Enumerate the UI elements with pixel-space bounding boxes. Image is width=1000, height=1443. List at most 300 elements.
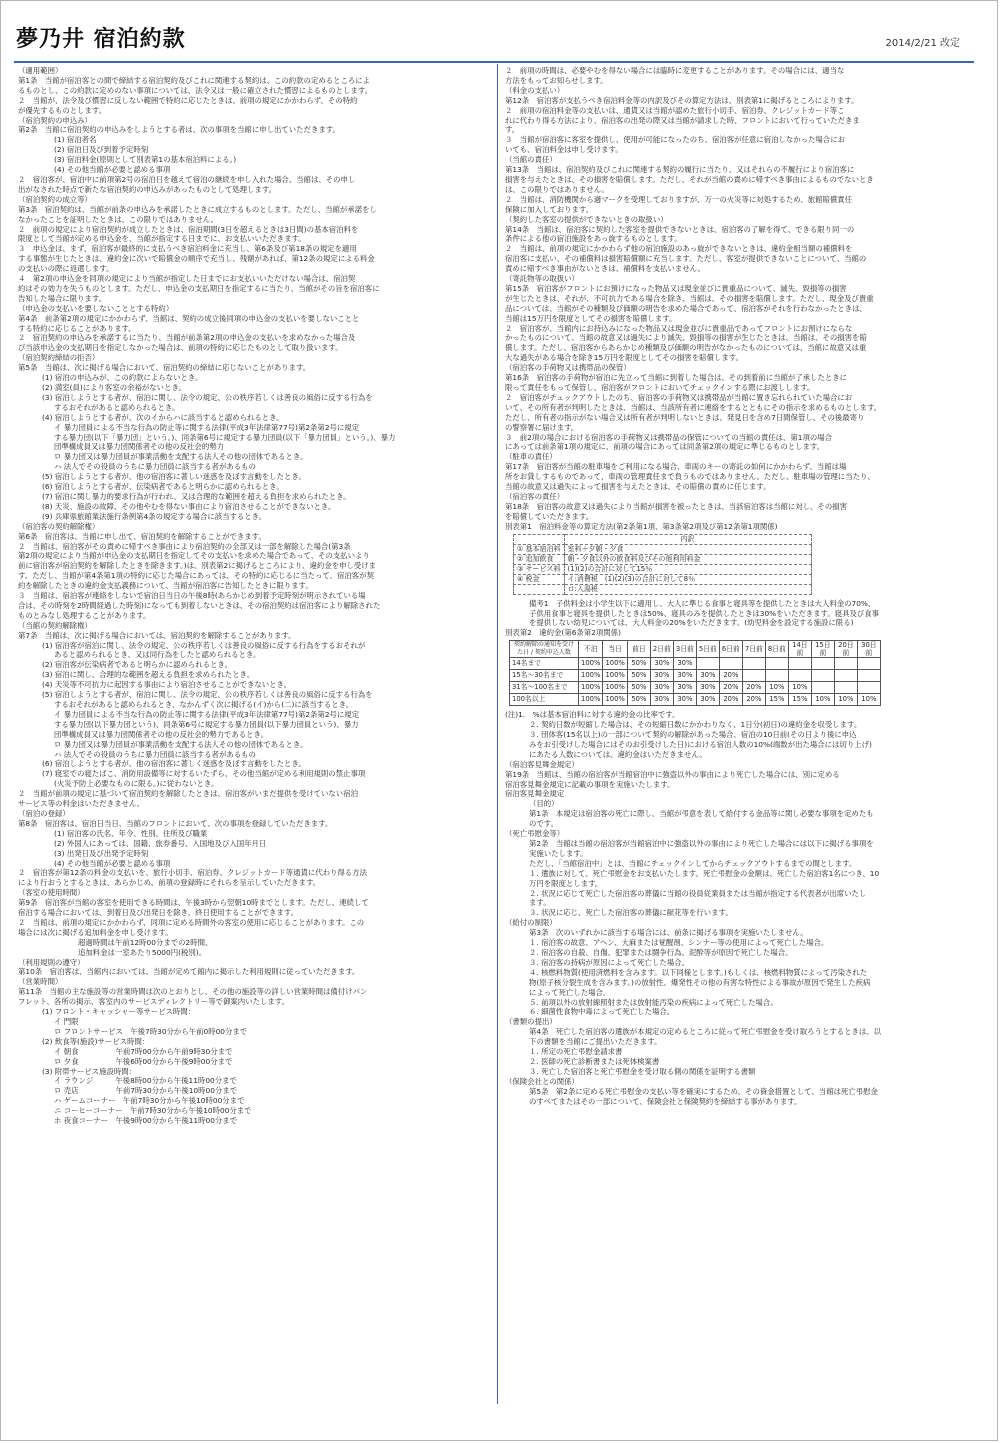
cancellation-table <box>509 640 881 706</box>
penalty-rate-cell: 30% <box>650 670 673 682</box>
paragraph-line: 前に宿泊客が宿泊契約を解除したときを除きます。)は、別表第2に掲げるところにより、違約金を申し受けま <box>18 561 377 571</box>
penalty-rate-cell: 50% <box>627 658 650 670</box>
paragraph-line: (1) 宿泊客の氏名、年令、性別、住所及び職業 <box>54 828 208 838</box>
paragraph-line: 場合には次に掲げる追加料金を申し受けます。 <box>18 927 173 937</box>
penalty-rate-cell: 10% <box>811 694 834 706</box>
penalty-rate-cell: 30% <box>650 694 673 706</box>
paragraph-line: 宿泊客見舞金規定 <box>505 789 565 799</box>
fee-detail-cell: ロ:入湯税 <box>564 584 811 594</box>
penalty-rate-cell <box>788 670 811 682</box>
penalty-rate-cell: 30% <box>673 670 696 682</box>
paragraph-line: いて、その所有者が判明したときは、当館は、当該所有者に連絡をするとともにその指示を求めるものとします。 <box>505 402 882 412</box>
paragraph-line: (5) 宿泊しようとする者が、他の宿泊客に著しい迷惑を及ぼす言動をしたとき。 <box>42 472 306 482</box>
penalty-rate-cell <box>788 658 811 670</box>
fee-item-cell: ④ 税金 <box>514 574 565 584</box>
paragraph-line: 第1条 当館が宿泊客との間で締結する宿泊契約及びこれに関連する契約は、この約款の定めるところによ <box>18 75 371 85</box>
group-size-cell: 15名～30名まで <box>510 670 579 682</box>
paragraph-line: ２. 医師の死亡診断書または死体検案書 <box>529 1056 660 1066</box>
fee-header-cell: 内訳 <box>564 534 811 544</box>
penalty-rate-cell <box>765 670 788 682</box>
penalty-rate-cell <box>811 670 834 682</box>
paragraph-line: 宿泊客に支払い、その補償料は損害賠償額に充当します。ただし、客室が提供できないことについて、当館の <box>505 254 867 264</box>
paragraph-line: ロ 暴力団又は暴力団員が事業活動を支配する法人その他の団体であるとき。 <box>54 739 308 749</box>
fee-table-header <box>514 534 812 544</box>
paragraph-line: （利用規則の遵守） <box>18 957 85 967</box>
paragraph-line: （給付の制限） <box>505 918 557 928</box>
paragraph-line: 告知した場合に限ります。 <box>18 293 107 303</box>
paragraph-line: の警察署に届けます。 <box>505 422 579 432</box>
penalty-rate-cell <box>765 658 788 670</box>
paragraph-line: 追加料金は一室あたり5000円(税別)。 <box>78 947 207 957</box>
paragraph-line: (7) 宿泊に関し暴力的要求行為が行われ、又は合理的な範囲を超える負担を求められたとき。 <box>42 491 351 501</box>
paragraph-line: (4) その他当館が必要と認める事項 <box>54 858 171 868</box>
paragraph-line: （宿泊契約の成立等） <box>18 194 92 204</box>
penalty-rate-cell: 30% <box>673 694 696 706</box>
paragraph-line: ２ 宿泊客が、宿泊中に前項第2号の宿泊日を越えて宿泊の継続を申し入れた場合、当館は、その申し <box>18 174 356 184</box>
paragraph-line: イ 暴力団員による不当な行為の防止等に関する法律(平成3年法律第77号)第2条第2号に規定 <box>54 709 360 719</box>
penalty-rate-cell: 10% <box>857 694 880 706</box>
paragraph-line: のです。 <box>529 819 558 829</box>
paragraph-line: 保険に加入しております。 <box>505 204 594 214</box>
paragraph-line: (3) 宿泊に関し、合理的な範囲を超える負担を求められたとき。 <box>42 670 255 680</box>
paragraph-line: 大な過失がある場合を除き15万円を限度としてその損害を賠償します。 <box>505 353 743 363</box>
paragraph-line: 第12条 宿泊客が支払うべき宿泊料金等の内訳及びその算定方法は、別表第1に掲げるところによります。 <box>505 95 859 105</box>
penalty-rate-cell: 10% <box>834 694 857 706</box>
paragraph-line: を賠償していただきます。 <box>505 511 594 521</box>
paragraph-line: する暴力団(以下暴力団という)、同条第6号に規定する暴力団員(以下暴力団員という)、暴力 <box>54 719 359 729</box>
paragraph-line: 第5条 当館は、次に掲げる場合において、宿泊契約の締結に応じないことがあります。 <box>18 363 311 373</box>
paragraph-line: （料金の支払い） <box>505 85 565 95</box>
cancellation-column-header: 2日前 <box>650 641 673 658</box>
paragraph-line: 損害を与えたときは、その損害を賠償します。ただし、それが当館の責めに帰すべき事由によるものでないとき <box>505 174 874 184</box>
penalty-rate-cell <box>742 658 765 670</box>
paragraph-line: イ 暴力団員による不当な行為の防止等に関する法律(平成3年法律第77号)第2条第2号に規定 <box>54 422 360 432</box>
fee-detail-cell: 朝・夕食以外の飲食料及びその他利用料金 <box>564 554 811 564</box>
paragraph-line: ２ 当館が、法令及び慣習に反しない範囲で特約に応じたときは、前項の規定にかかわらず、その特約 <box>18 95 358 105</box>
penalty-rate-cell: 30% <box>650 658 673 670</box>
paragraph-line: 方法をもってお知らせします。 <box>505 75 608 85</box>
paragraph-line: ２ 当館は、前項の規定にかかわらず、同項に定める時間外の客室の使用に応じることがあります。この <box>18 917 365 927</box>
paragraph-line: (3) 宿泊料金(原則として別表第1の基本宿泊料による。) <box>54 155 237 165</box>
paragraph-line: ２. 契約日数が短縮した場合は、その短縮日数にかかわりなく、1日分(初日)の違約金を収受します。 <box>529 720 862 730</box>
paragraph-line: （宿泊客見舞金規定） <box>505 759 579 769</box>
paragraph-line: (2) 満室(員)により客室の余裕がないとき。 <box>42 383 186 392</box>
paragraph-line: ３. 死亡した宿泊客と死亡弔慰金を受け取る側の関係を証明する書類 <box>529 1066 756 1076</box>
paragraph-line: （当館の責任） <box>505 155 557 165</box>
fee-table-row <box>514 554 812 564</box>
penalty-rate-cell <box>834 670 857 682</box>
paragraph-line: 限度として当館が定める申込金を、当館が指定する日までに、お支払いいただきます。 <box>18 234 306 244</box>
paragraph-line: ものとみなし処理することがあります。 <box>18 610 151 620</box>
paragraph-line: 第1条 本規定は宿泊客の死亡に際し、当館が弔意を表して給付する金品等に関し必要な事項を定めたも <box>529 809 874 819</box>
paragraph-line: ３. 団体客(15名以上)の一部について契約の解除があった場合、宿泊の10日前(その日より後に申込 <box>529 730 857 740</box>
paragraph-line: び当該申込金の支払期日を指定しなかった場合は、前項の特約に応じたものとして取り扱います。 <box>18 343 343 353</box>
paragraph-line: 実施いたします。 <box>529 848 588 858</box>
paragraph-line: 物(原子核分裂生成を含みます。)の放射性、爆発性その他の有害な特性による事故が原因で発生した疾病 <box>529 977 871 987</box>
right-column <box>505 66 973 1406</box>
paragraph-line: 別表第2 違約金(第6条第2項関係) <box>505 628 621 638</box>
cancellation-column-header: 30日前 <box>857 641 880 658</box>
penalty-rate-cell <box>834 682 857 694</box>
paragraph-line: (6) 宿泊しようとする者が、伝染病者であると明らかに認められるとき。 <box>42 482 284 492</box>
revision-date: 2014/2/21 改定 <box>885 38 960 49</box>
paragraph-line: ハ 法人でその役員のうちに暴力団員に該当する者があるもの <box>54 462 256 472</box>
penalty-rate-cell: 30% <box>650 682 673 694</box>
paragraph-line: 条件による他の宿泊施設をあっ旋するものとします。 <box>505 234 682 244</box>
penalty-rate-cell: 30% <box>696 694 719 706</box>
cancellation-corner-cell: 契約解除の通知を受けた日 / 契約申込人数 <box>510 641 579 658</box>
paragraph-line: ３ 申込金は、まず、宿泊客が最終的に支払うべき宿泊料金に充当し、第6条及び第18条の規定を適用 <box>18 244 357 254</box>
paragraph-line: ロ 暴力団又は暴力団員が事業活動を支配する法人その他の団体であるとき。 <box>54 452 308 462</box>
paragraph-line: 第17条 宿泊客が当館の駐車場をご利用になる場合、車両のキーの寄託の如何にかかわらず、当館は場 <box>505 462 847 472</box>
paragraph-line: 約を解除したときの違約金支払義務について、当館が宿泊客に告知したときに限ります。 <box>18 581 313 591</box>
paragraph-line: 当館は15万円を限度としてその損害を賠償します。 <box>505 313 677 323</box>
paragraph-line: １. 遺族に対して、死亡弔慰金をお支払いたします。死亡弔慰金の金額は、死亡した宿泊客1名につき、10 <box>529 868 880 878</box>
paragraph-line: 出がなされた時点で新たな宿泊契約の申込みがあったものとして処理します。 <box>18 184 277 194</box>
penalty-rate-cell: 20% <box>719 682 742 694</box>
paragraph-line: 第10条 宿泊客は、当館内においては、当館が定めて館内に掲示した利用規則に従っていただきます。 <box>18 967 360 977</box>
fee-header-cell <box>514 534 565 544</box>
header-divider <box>14 61 974 63</box>
penalty-rate-cell: 50% <box>627 682 650 694</box>
paragraph-line: (1) フロント・キャッシャー等サービス時間： <box>42 1007 196 1017</box>
penalty-rate-cell: 10% <box>788 682 811 694</box>
paragraph-line: を提供しない幼児については、大人料金の20%をいただきます。(幼児料金を設定する施設に限る) <box>529 618 854 628</box>
paragraph-line: する事態が生じたときは、違約金に次いで賠償金の順序で充当し、残額があれば、第12条の規定による料金 <box>18 254 375 264</box>
cancellation-column-header: 3日前 <box>673 641 696 658</box>
penalty-rate-cell: 50% <box>627 694 650 706</box>
paragraph-line: ます。 <box>529 898 551 908</box>
group-size-cell: 100名以上 <box>510 694 579 706</box>
paragraph-line: 第6条 宿泊客は、当館に申し出て、宿泊契約を解除することができます。 <box>18 531 266 541</box>
paragraph-line: （寄託物等の取扱い） <box>505 274 579 284</box>
paragraph-line: イ 朝食 午前7時00分から午前9時30分まで <box>54 1046 233 1056</box>
penalty-rate-cell <box>742 670 765 682</box>
paragraph-line: のすべてまたはその一部について、保険会社と保険契約を締結する事があります。 <box>529 1096 802 1106</box>
paragraph-line: 備考1 子供料金は小学生以下に適用し、大人に準じる食事と寝具等を提供したときは大人料金の70%、 <box>529 598 876 608</box>
paragraph-line: なかったことを証明したときは、この限りではありません。 <box>18 214 218 224</box>
paragraph-line: 償します。ただし、宿泊客からあらかじめ種類及び価額の明告がなかったものについては、当館に故意又は重 <box>505 343 867 353</box>
paragraph-line: ロ フロントサービス 午後7時30分から午前0時00分まで <box>54 1026 248 1036</box>
paragraph-line: ３ 当館は、宿泊客が連絡をしないで宿泊日当日の午後8時(あらかじめ到着予定時刻が明示されている場 <box>18 591 366 601</box>
paragraph-line: 限って責任をもって保管し、宿泊客がフロントにおいてチェックインする際にお渡しします。 <box>505 383 815 392</box>
paragraph-line: みをお引受けした場合にはそのお引受けした日)における宿泊人数の10%(端数が出た場合には切り上げ) <box>529 739 872 749</box>
paragraph-line: （契約した客室の提供ができないときの取扱い） <box>505 214 668 224</box>
paragraph-line: (4) 宿泊しようとする者が、次のイからハに該当すると認められるとき。 <box>42 412 284 422</box>
penalty-rate-cell <box>834 658 857 670</box>
paragraph-line: ロ 夕食 午後6時00分から午後9時00分まで <box>54 1056 233 1066</box>
paragraph-line: 第4条 前条第2項の規定にかかわらず、当館は、契約の成立後同項の申込金の支払いを要しないことと <box>18 313 360 323</box>
cancellation-column-header: 14日前 <box>788 641 811 658</box>
paragraph-line: (2) 飲食等(施設)サービス時間： <box>42 1036 150 1046</box>
paragraph-line: （死亡弔慰金等） <box>505 829 565 839</box>
paragraph-line: ハ ゲームコーナー 午前7時30分から午後10時00分まで <box>54 1096 245 1106</box>
paragraph-line: (1) 宿泊の申込みが、この約款によらないとき。 <box>42 373 203 383</box>
paragraph-line: ２ 当館は、前項の規定にかかわらず他の宿泊施設のあっ旋ができないときは、違約金相当額の補償料を <box>505 244 853 254</box>
paragraph-line: イ 門限 <box>54 1017 79 1026</box>
paragraph-line: (2) 宿泊日及び到着予定時刻 <box>54 145 149 155</box>
group-size-cell: 31名～100名まで <box>510 682 579 694</box>
right-section-c <box>505 710 973 1106</box>
paragraph-line: (8) 天災、施設の故障、その他やむを得ない事由により宿泊させることができないとき。 <box>42 501 336 511</box>
fee-item-cell: ① 基本宿泊料 <box>514 544 565 554</box>
group-size-cell: 14名まで <box>510 658 579 670</box>
paragraph-line: 万円を限度とします。 <box>529 878 603 888</box>
paragraph-line: (火災予防上必要なものに限る。)に従わないとき。 <box>54 779 219 789</box>
paragraph-line: 第13条 当館は、宿泊契約及びこれに関連する契約の履行に当たり、又はそれらの不履行により宿泊客に <box>505 165 855 175</box>
paragraph-line: により行おうとするときは、あらかじめ、前項の登録時にそれらを呈示していただきます。 <box>18 878 321 888</box>
paragraph-line: 第14条 当館は、宿泊客に契約した客室を提供できないときは、宿泊客の了解を得て、できる限り同一の <box>505 224 855 234</box>
paragraph-line: （申込金の支払いを要しないこととする特約） <box>18 303 174 313</box>
paragraph-line: 当館の故意又は過失によって損害を与えたときは、その賠償の責めに任じます。 <box>505 482 771 492</box>
penalty-rate-cell <box>811 682 834 694</box>
paragraph-line: サービス等の料金はいただきません。 <box>18 799 145 809</box>
paragraph-line: ２ 当館は、宿泊客がその責めに帰すべき事由により宿泊契約の全部又は一部を解除した場合(第3条 <box>18 541 351 551</box>
paragraph-line: 第3条 次のいずれかに該当する場合には、前条に掲げる事項を実施いたしません。 <box>529 928 808 938</box>
penalty-rate-cell: 100% <box>603 670 627 682</box>
fee-item-cell: ③ サービス料 <box>514 564 565 574</box>
paragraph-line: (7) 寝室での寝たばこ、消防用設備等に対するいたずら、その他当館が定める利用規則の禁止事項 <box>42 769 366 779</box>
cancellation-column-header: 8日前 <box>765 641 788 658</box>
paragraph-line: 宿泊する場合においては、到着日及び出発日を除き、終日使用することができます。 <box>18 908 298 918</box>
paragraph-line: （客室の使用時間） <box>18 888 85 898</box>
fee-detail-cell: (1)(2)の合計に対して15％ <box>564 564 811 574</box>
penalty-rate-cell: 100% <box>579 682 603 694</box>
paragraph-line: す。ただし、当館が第4条第1項の特約に応じた場合にあっては、その特約に応じるに当たって、宿泊客が契 <box>18 571 374 581</box>
penalty-rate-cell: 30% <box>673 682 696 694</box>
paragraph-line: ２. 宿泊客の自殺、自傷、犯罪または闘争行為、泥酔等が原因で死亡した場合。 <box>529 947 793 957</box>
paragraph-line: ホ 夜食コーナー 午後9時00分から午後11時00分まで <box>54 1116 238 1126</box>
fee-table-row <box>514 544 812 554</box>
paragraph-line: す。 <box>505 125 520 135</box>
cancellation-column-header: 当日 <box>603 641 627 658</box>
paragraph-line: にあたる人数については、違約金はいただきません。 <box>529 749 707 759</box>
cancellation-table-header <box>510 641 881 658</box>
paragraph-line: 第4条 死亡した宿泊客の遺族が本規定の定めるところに従って死亡弔慰金を受け取ろうとするときは、以 <box>529 1027 882 1037</box>
paragraph-line: (9) 兵庫県旅館業法施行条例第4条の規定する場合に該当するとき。 <box>42 511 267 521</box>
paragraph-line: (3) 附帯サービス施設時間： <box>42 1066 137 1076</box>
fee-table-row <box>514 564 812 574</box>
paragraph-line: ３. 状況に応じ、死亡した宿泊客の葬儀に献花等を行います。 <box>529 908 733 918</box>
paragraph-line: ４. 核燃料物質(使用済燃料を含みます。以下同様とします。)もしくは、核燃料物質によって汚染された <box>529 967 868 977</box>
paragraph-line: ただし、「当館宿泊中」とは、当館にチェックインしてからチェックアウトするまでの間とします。 <box>529 858 857 868</box>
paragraph-line: ニ コーヒーコーナー 午前7時30分から午後10時00分まで <box>54 1106 252 1116</box>
paragraph-line: 第16条 宿泊客の手荷物が宿泊に先立って当館に到着した場合は、その到着前に当館が了承したときに <box>505 373 847 383</box>
paragraph-line: （宿泊客の責任） <box>505 491 565 501</box>
paragraph-line: ２ 宿泊契約の申込みを承諾するに当たり、当館が前条第2項の申込金の支払いを求めなかった場合及 <box>18 333 356 343</box>
paragraph-line: 下の書類を当館にご提出いただきます。 <box>529 1037 662 1047</box>
paragraph-line: 宿泊客見舞金規定に記載の事項を実施いたします。 <box>505 779 675 789</box>
paragraph-line: が生じたときは、それが、不可抗力である場合を除き、当館は、その損害を賠償します。ただし、現金及び貴重 <box>505 293 874 303</box>
paragraph-line: （当館の契約解除権） <box>18 620 92 630</box>
paragraph-line: ２ 宿泊客が、当館内にお持込みになった物品又は現金並びに貴重品であってフロントにお預けにならな <box>505 323 853 333</box>
fee-table-row <box>514 584 812 594</box>
paragraph-line: (2) 外国人にあっては、国籍、旅券番号、入国地及び入国年月日 <box>54 838 267 848</box>
fee-detail-cell: 室料＋夕朝・夕食 <box>564 544 811 554</box>
penalty-rate-cell: 100% <box>603 694 627 706</box>
penalty-rate-cell: 100% <box>603 658 627 670</box>
right-section-a <box>505 66 973 532</box>
paragraph-line: 超過時間は午前12時00分までの2時間、 <box>78 937 213 947</box>
paragraph-line: 第9条 宿泊客が当館の客室を使用できる時間は、午後3時から翌朝10時までとします。ただし、連続して <box>18 898 369 908</box>
penalty-rate-cell: 100% <box>579 694 603 706</box>
paragraph-line: あると認められるとき、又は同行為をしたと認められるとき。 <box>54 650 261 660</box>
paragraph-line: (3) 宿泊しようとする者が、宿泊に関し、法令の規定、公の秩序若しくは善良の風俗に反する行為を <box>42 392 373 402</box>
paragraph-line: 第2項の規定により当館が申込金の支払期日を指定してその支払いを求めた場合であって、その支払いより <box>18 551 370 561</box>
cancellation-column-header: 7日前 <box>742 641 765 658</box>
paragraph-line: （宿泊契約の申込み） <box>18 115 92 125</box>
paragraph-line: 所をお貸しするものであって、車両の管理責任まで負うものではありません。ただし、駐車場の管理に当たり、 <box>505 472 875 482</box>
paragraph-line: (4) 天災等不可抗力に起因する事由により宿泊させることができないとき。 <box>42 680 292 690</box>
paragraph-line: ハ 法人でその役員のうちに暴力団員に該当する者があるもの <box>54 749 256 759</box>
paragraph-line: ２ 前項の規定により宿泊契約が成立したときは、宿泊期間(3日を超えるときは3日間)の基本宿泊料を <box>18 224 359 234</box>
paragraph-line: （保険会社との関係） <box>505 1076 579 1086</box>
paragraph-line: （営業時間） <box>18 977 63 987</box>
right-section-b <box>505 599 973 639</box>
paragraph-line: ２ 宿泊客が第12条の料金の支払いを、旅行小切手、宿泊券、クレジットカード等通貨に代わり得る方法 <box>18 868 367 878</box>
penalty-rate-cell <box>811 658 834 670</box>
penalty-rate-cell: 50% <box>627 670 650 682</box>
paragraph-line: するおそれがあると認められるとき、なかんずく次に掲げる(イ)から(二)に該当するとき。 <box>54 700 354 709</box>
penalty-rate-cell: 30% <box>696 670 719 682</box>
paragraph-line: るものとし、この約款に定めのない事項については、法令又は一般に確立された慣習によるものとします。 <box>18 85 373 95</box>
paragraph-line: 団準構成員又は暴力団関係者その他の反社会的勢力であるとき。 <box>54 729 269 739</box>
paragraph-line: によって死亡した場合。 <box>529 987 611 997</box>
paragraph-line: １. 所定の死亡弔慰金請求書 <box>529 1047 623 1057</box>
paragraph-line: ロ 売店 午前7時30分から午後10時00分まで <box>54 1086 238 1096</box>
paragraph-line: (1) 宿泊客が宿泊に関し、法令の規定、公の秩序若しくは善良の風俗に反する行為をするおそれが <box>42 640 366 650</box>
paragraph-line: （宿泊客の手荷物又は携帯品の保管） <box>505 363 631 373</box>
paragraph-line: 約はその効力を失うものとします。ただし、申込金の支払期日を指定するに当たり、当館がその旨を宿泊客に <box>18 283 380 293</box>
cancellation-column-header: 20日前 <box>834 641 857 658</box>
paragraph-line: イ ラウンジ 午後8時00分から午後11時00分まで <box>54 1076 237 1086</box>
paragraph-line: ２. 状況に応じて死亡した宿泊客の葬儀に当館の役員従業員または当館が指定する代表者が出席いたし <box>529 888 867 898</box>
paragraph-line: 第2条 当館に宿泊契約の申込みをしようとする者は、次の事項を当館に申し出ていただきます。 <box>18 125 340 135</box>
paragraph-line: ３ 当館が宿泊客に客室を提供し、使用が可能になったのち、宿泊客が任意に宿泊しなかった場合にお <box>505 135 845 145</box>
paragraph-line: (注)1. %は基本宿泊料に対する違約金の比率です。 <box>505 710 680 720</box>
penalty-rate-cell: 10% <box>765 682 788 694</box>
paragraph-line: （書類の提出） <box>505 1017 557 1027</box>
paragraph-line: (2) 宿泊客が伝染病者であると明らかに認められるとき。 <box>42 660 232 670</box>
paragraph-line: 第8条 宿泊客は、宿泊日当日、当館のフロントにおいて、次の事項を登録していただきます。 <box>18 818 333 828</box>
paragraph-line: 別表第1 宿泊料金等の算定方法(第2条第1項、第3条第2項及び第12条第1項関係) <box>505 521 778 531</box>
paragraph-line: の支払いの際に返還します。 <box>18 264 114 274</box>
paragraph-line: が優先するものとします。 <box>18 105 107 115</box>
fee-table-row <box>514 574 812 584</box>
paragraph-line: 第2条 当館は当館の宿泊客が当館宿泊中に強盗以外の事由により死亡した場合には以下に掲げる事項を <box>529 839 874 848</box>
fee-detail-cell: イ:消費税 (1)(2)(3)の合計に対して8％ <box>564 574 811 584</box>
document-header <box>10 22 968 58</box>
cancellation-column-header: 前日 <box>627 641 650 658</box>
paragraph-line: するおそれがあると認められるとき。 <box>54 402 180 412</box>
paragraph-line: 責めに帰すべき事由がないときは、補償料を支払いません。 <box>505 264 705 274</box>
paragraph-line: にあっては前条第1項の規定に、前項の場合にあっては同条第2項の規定に準じるものとします。 <box>505 442 825 452</box>
paragraph-line: 子供用食事と寝具を提供したときは50%、寝具のみを提供したときは30%をいただきます。寝具及び食事 <box>529 608 880 618</box>
paragraph-line: ただし、所有者の指示がない場合又は所有者が判明しないときは、発見日を含め7日間保管し、その後最寄り <box>505 412 865 422</box>
penalty-rate-cell <box>857 682 880 694</box>
paragraph-line: 第15条 宿泊客がフロントにお預けになった物品又は現金並びに貴重品について、滅失、毀損等の損害 <box>505 283 847 293</box>
paragraph-line: （宿泊契約締結の拒否） <box>18 353 100 363</box>
paragraph-line: 第19条 当館は、当館の宿泊客が当館宿泊中に強盗以外の事由により死亡した場合には、別に定める <box>505 769 840 779</box>
cancellation-column-header: 6日前 <box>719 641 742 658</box>
paragraph-line: する特約に応じることがあります。 <box>18 323 136 333</box>
paragraph-line: （宿泊の登録） <box>18 808 70 818</box>
paragraph-line: （駐車の責任） <box>505 452 557 462</box>
cancellation-column-header: 5日前 <box>696 641 719 658</box>
paragraph-line: ３ 前2項の場合における宿泊客の手荷物又は携帯品の保管についての当館の責任は、第1項の場合 <box>505 432 833 442</box>
penalty-rate-cell: 100% <box>579 658 603 670</box>
paragraph-line: ３. 宿泊客の持病が原因によって死亡した場合。 <box>529 957 689 967</box>
fee-item-cell: ② 追加飲食 <box>514 554 565 564</box>
paragraph-line: 合は、その時刻を2時間経過した時刻)になっても到着しないときは、その宿泊契約は宿泊客により解除された <box>18 600 381 610</box>
paragraph-line: ５. 前項以外の放射線照射または放射能汚染の疾病によって死亡した場合。 <box>529 997 778 1007</box>
left-column <box>18 66 490 1406</box>
penalty-rate-cell: 100% <box>603 682 627 694</box>
cancellation-row <box>510 694 881 706</box>
paragraph-line: 第5条 第2条に定める死亡弔慰金の支払い等を確実にするため、その資金措置として、当館は死亡弔慰金 <box>529 1086 878 1096</box>
page-title: 夢乃井 宿泊約款 <box>16 26 186 52</box>
penalty-rate-cell <box>696 658 719 670</box>
paragraph-line: フレット、各所の掲示、客室内のサービスディレクトリー等で御案内いたします。 <box>18 997 289 1007</box>
paragraph-line: (6) 宿泊しようとする者が、他の宿泊客に著しく迷惑を及ぼす言動をしたとき。 <box>42 759 306 769</box>
cancellation-row <box>510 670 881 682</box>
penalty-rate-cell <box>857 658 880 670</box>
paragraph-line: いても、宿泊料金は申し受けます。 <box>505 145 623 155</box>
paragraph-line: ６. 細菌性食物中毒によって死亡した場合。 <box>529 1007 675 1017</box>
paragraph-line: （目的） <box>529 799 559 809</box>
paragraph-line: （宿泊客の契約解除権） <box>18 521 100 531</box>
penalty-rate-cell: 30% <box>696 682 719 694</box>
fee-item-cell <box>514 584 565 594</box>
paragraph-line: れに代わり得る方法により、宿泊客の出発の際又は当館が請求した時、フロントにおいて行っていただきま <box>505 115 860 125</box>
paragraph-line: ２ 前項の時間は、必要やむを得ない場合には臨時に変更することがあります。その場合には、適当な <box>505 66 845 75</box>
paragraph-line: (3) 出発日及び出発予定時刻 <box>54 848 149 858</box>
column-divider <box>497 64 498 1404</box>
paragraph-line: 第11条 当館の主な施設等の営業時間は次のとおりとし、その他の施設等の詳しい営業時間は備付けパン <box>18 987 368 997</box>
penalty-rate-cell <box>857 670 880 682</box>
paragraph-line: する暴力団(以下「暴力団」という。)、同条第6号に規定する暴力団員(以下「暴力団員」という。)、暴力 <box>54 432 396 442</box>
penalty-rate-cell: 15% <box>788 694 811 706</box>
penalty-rate-cell: 100% <box>579 670 603 682</box>
penalty-rate-cell: 30% <box>673 658 696 670</box>
cancellation-row <box>510 658 881 670</box>
cancellation-column-header: 15日前 <box>811 641 834 658</box>
paragraph-line: (5) 宿泊しようとする者が、宿泊に関し、法令の規定、公の秩序若しくは善良の風俗に反する行為を <box>42 690 373 700</box>
paragraph-line: 第3条 宿泊契約は、当館が前条の申込みを承諾したときに成立するものとします。ただし、当館が承諾をし <box>18 204 377 214</box>
cancellation-row <box>510 682 881 694</box>
paragraph-line: かったものについて、当館の故意又は過失により滅失、毀損等の損害が生じたときは、当館は、その損害を賠 <box>505 333 867 343</box>
penalty-rate-cell: 20% <box>742 682 765 694</box>
paragraph-line: ２ 当館は、消防機関から適マークを受理しておりますが、万一の火災等に対処するため、旅館賠償責任 <box>505 194 853 204</box>
penalty-rate-cell: 20% <box>719 670 742 682</box>
penalty-rate-cell: 15% <box>765 694 788 706</box>
paragraph-line: ４ 第2項の申込金を同項の規定により当館が指定した日までにお支払いいただけない場合は、宿泊契 <box>18 274 356 284</box>
paragraph-line: (4) その他当館が必要と認める事項 <box>54 165 171 175</box>
paragraph-line: ２ 当館が前項の規定に基づいて宿泊契約を解除したときは、宿泊客がいまだ提供を受けていない宿泊 <box>18 789 358 799</box>
paragraph-line: 第7条 当館は、次に掲げる場合においては、宿泊契約を解除することがあります。 <box>18 630 296 640</box>
paragraph-line: １. 宿泊客の故意、アヘン、大麻または覚醒剤、シンナー等の使用によって死亡した場合。 <box>529 938 829 948</box>
paragraph-line: 第18条 宿泊客の故意又は過失により当館が損害を被ったときは、当該宿泊客は当館に対し、その損害 <box>505 501 847 511</box>
paragraph-line: 品については、当館がその種類及び価額の明告を求めた場合であって、宿泊客がそれを行わなかったときは、 <box>505 303 867 313</box>
paragraph-line: 団準構成員又は暴力団関係者その他の反社会的勢力 <box>54 442 224 452</box>
paragraph-line: (1) 宿泊者名 <box>54 135 97 145</box>
cancellation-column-header: 不泊 <box>579 641 603 658</box>
penalty-rate-cell <box>719 658 742 670</box>
paragraph-line: ２ 前項の宿泊料金等の支払いは、通貨又は当館が認めた旅行小切手、宿泊券、クレジットカード等こ <box>505 105 845 115</box>
paragraph-line: （適用範囲） <box>18 66 63 75</box>
paragraph-line: は、この限りではありません。 <box>505 184 609 194</box>
paragraph-line: ２ 宿泊客がチェックアウトしたのち、宿泊客の手荷物又は携帯品が当館に置き忘れられていた場合にお <box>505 392 853 402</box>
